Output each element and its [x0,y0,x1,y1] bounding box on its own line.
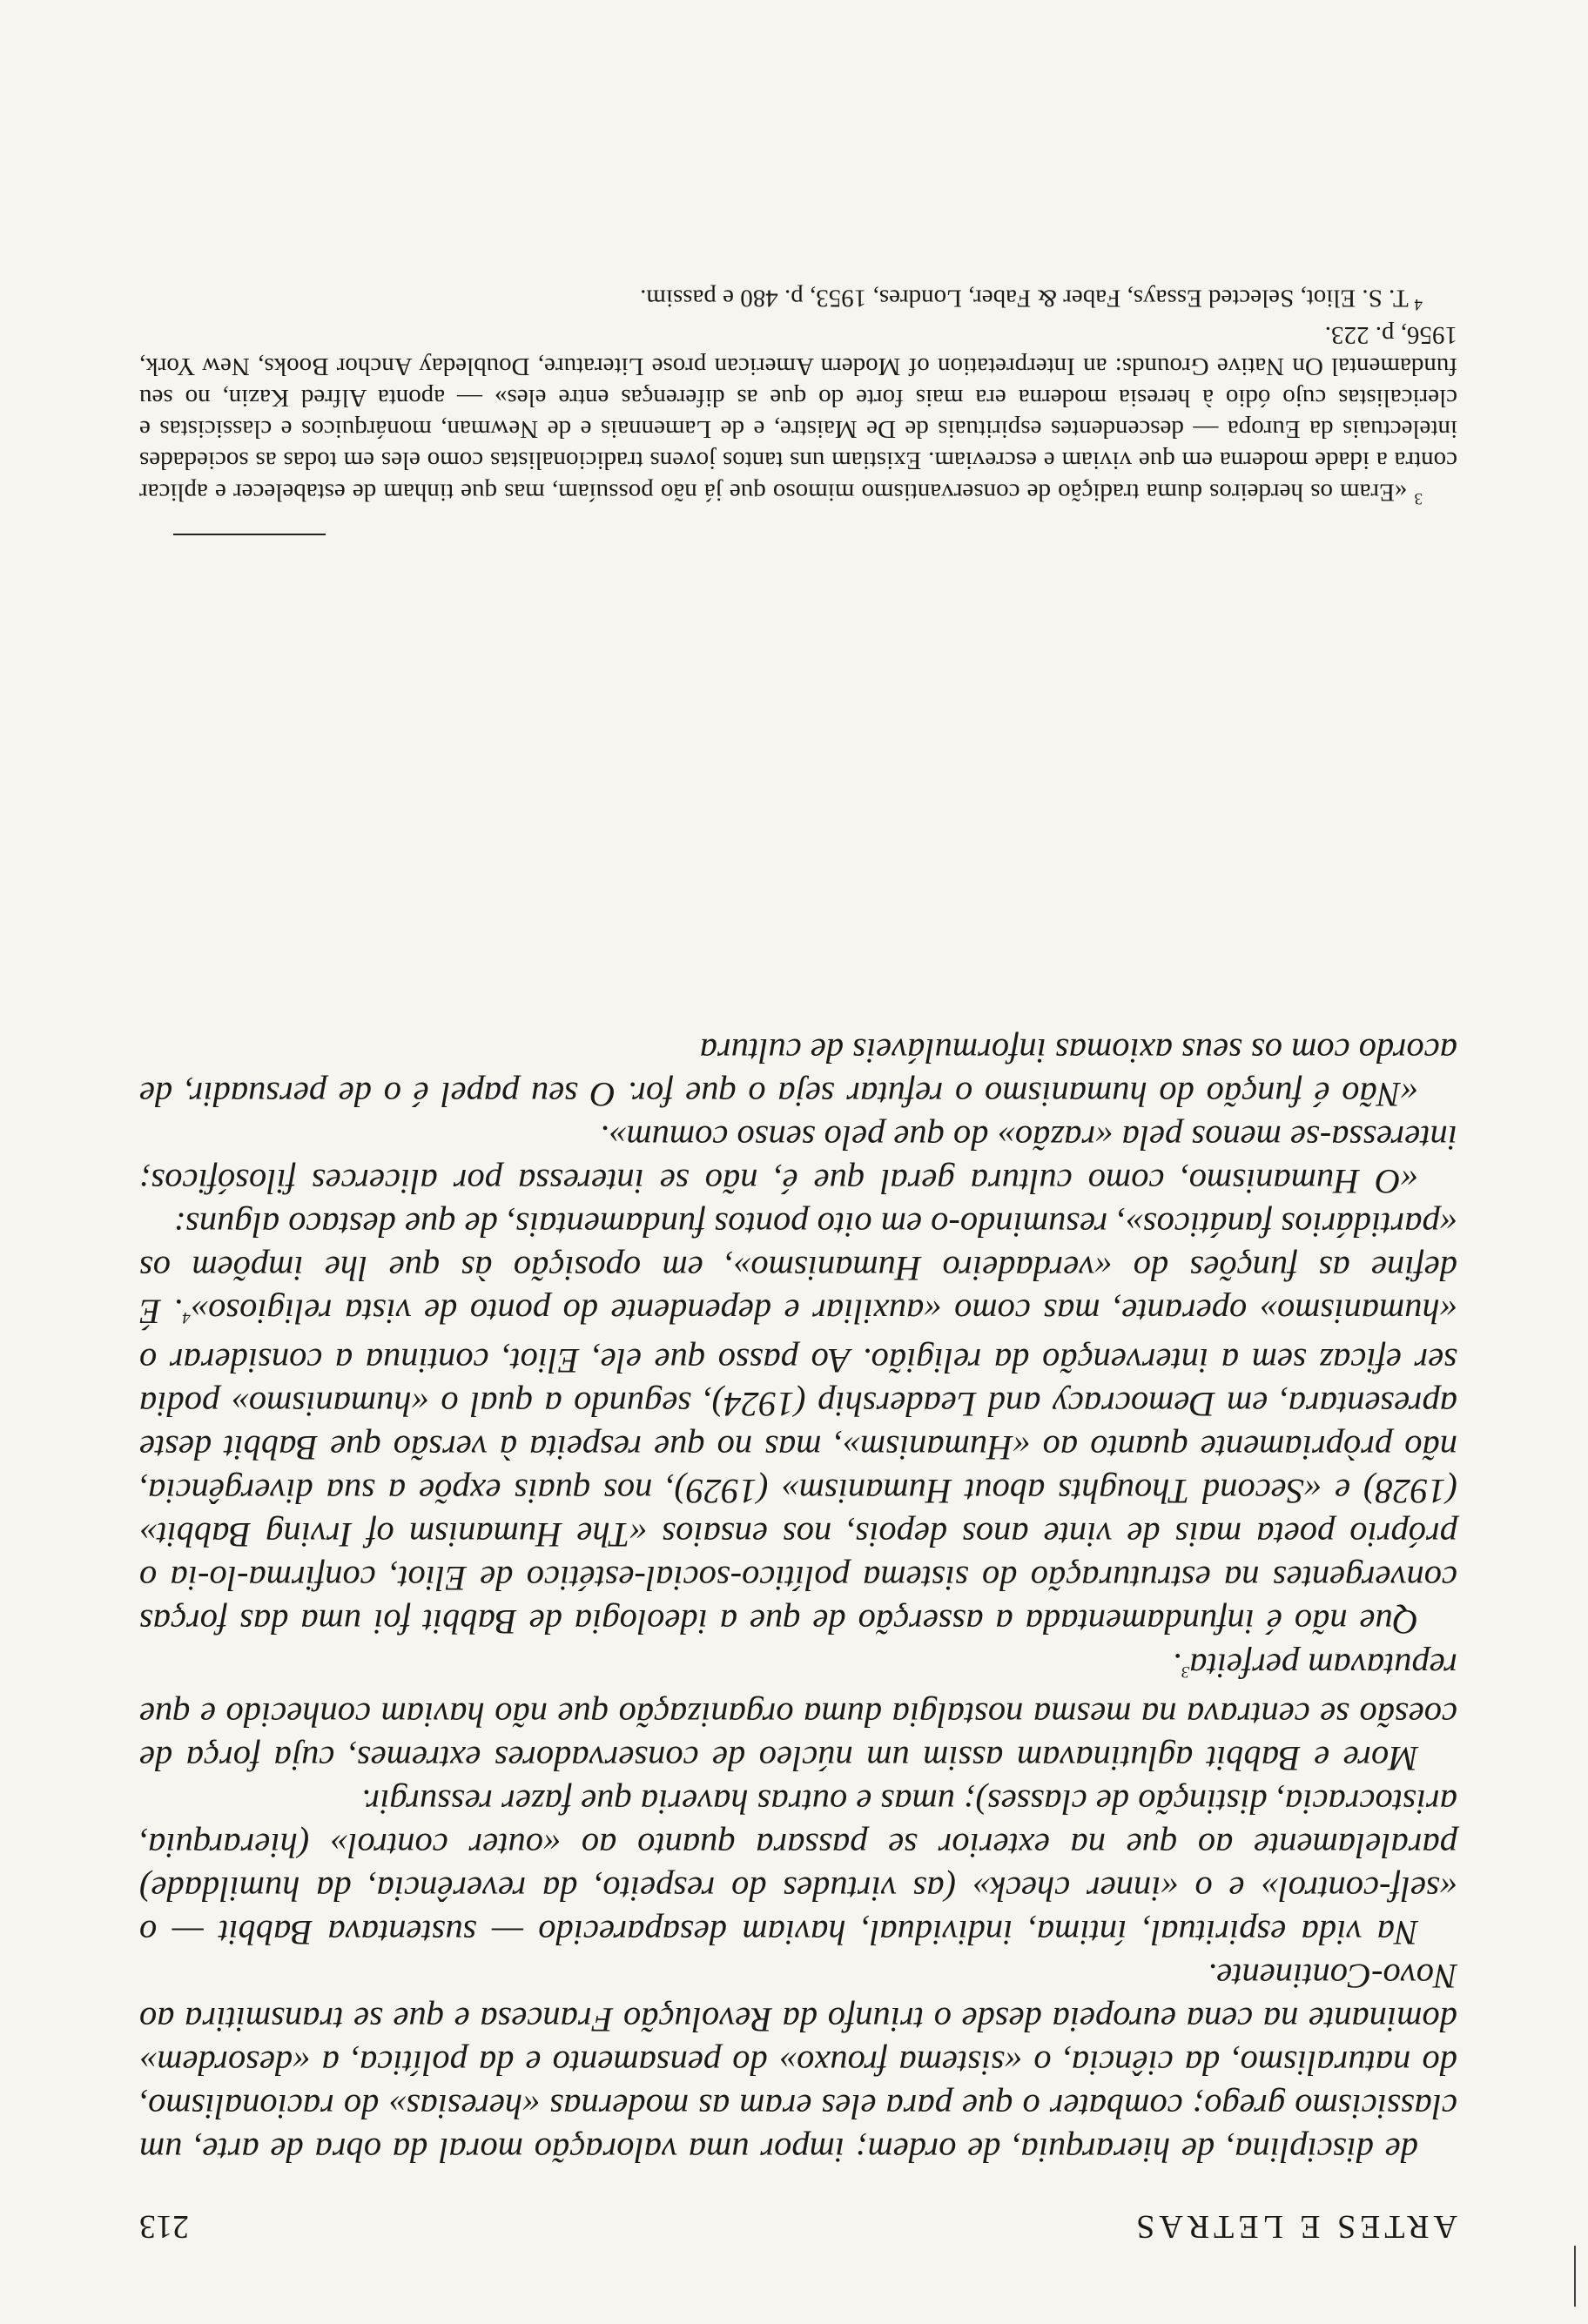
paragraph-text: More e Babbit aglutinavam assim um núcleo de conservadores extremes, cuja força de coesão se centrava na mesma nostalgia duma organização que não haviam conhecido e que reputavam perfeita [139,1646,1457,1778]
body-text [139,1029,1457,2172]
paragraph: de disciplina, de hierarquia, de ordem; impor uma valoração moral da obra de arte, um classicismo grego; combater o que para eles eram as modernas «heresias» do racionalismo, do naturalismo, da ciência, o «sistema frouxo» do pensamento e da política, a «desordem» dominante na cena europeia desde o triunfo da Revolução Francesa e que se transmitira ao Novo-Continente. [139,1957,1457,2170]
paragraph-text: . É define as funções do «verdadeiro Humanismo», em oposição às que lhe impõem os «partidários fanáticos», resumindo-o em oito pontos fundamentais, de que destaco alguns: [139,1206,1457,1332]
paragraph-text: . [1172,1646,1181,1686]
paragraph-text: Na vida espiritual, íntima, individual, haviam desaparecido — sustentava Babbit — o «self-control» e o «inner check» (as virtudes do respeito, da reverência, da humildade) paralelamente ao que na exterior se passara quanto ao «outer control» (hierarquia, aristocracia, distinção de classes); umas e outras haveria que fazer ressurgir. [139,1783,1457,1952]
page-number: 213 [139,2208,189,2245]
footnote-divider [173,534,326,535]
margin-mark [1574,2246,1576,2307]
quotation: «Não é função do humanismo o refutar seja o que for. O seu papel é o de persuadir, de acordo com os seus axiomas informuláveis de cultura [139,1031,1457,1114]
footnote-reference: 4 [182,1308,191,1327]
footnote [139,319,1457,514]
footnote [139,283,1457,320]
page-header [139,2207,1457,2246]
paragraph [139,1203,1457,1644]
paragraph [139,1780,1457,1954]
footnote-reference: 3 [1181,1662,1190,1681]
footnote-text: «Eram os herdeiros duma tradição de conservantismo mimoso que já não possuíam, mas que tinham de estabelecer e aplicar contra a idade moderna em que viviam e escreviam. Existiam uns tantos jovens tradicionalistas como eles em todas as sociedades intelectuais da Europa — descendentes espirituais de De Maistre, e de Lamennais e de Newman, monárquicos e classicistas e clericalistas cujo ódio à heresia moderna era mais forte do que as diferenças entre eles» — aponta Alfred Kazin, no seu fundamental On Native Grounds: an Interpretation of Modern American prose Literature, Doubleday Anchor Books, New York, 1956, p. 223. [139,321,1457,507]
footnote-mark: 3 [1414,489,1423,507]
footnote-text: T. S. Eliot, Selected Essays, Faber & Faber, Londres, 1953, p. 480 e passim. [640,284,1409,312]
running-head: ARTES E LETRAS [1132,2208,1457,2245]
footnotes [139,283,1457,514]
quotation: «O Humanismo, como cultura geral que é, não se interessa por alicerces filosóficos; interessa-se menos pela «razão» do que pelo senso comum». [139,1118,1457,1201]
paragraph-text: Que não é infundamentada a asserção de que a ideologia de Babbit foi uma das forças convergentes na estruturação do sistema político-social-estético de Eliot, confirma-lo-ia o próprio poeta mais de vinte anos depois, nos ensaios «The Humanism of Irving Babbit» (1928) e «Second Thoughts about Humanism» (1929), nos quais expõe a sua divergência, não pròpriamente quanto ao «Humanism», mas no que respeita à versão que Babbit deste apresentara, em Democracy and Leadership (1924), segundo a qual o «humanismo» podia ser eficaz sem a intervenção da religião. Ao passo que ele, Eliot, continua a considerar o «humanismo» operante, mas como «auxiliar e dependente do ponto de vista religioso» [139,1293,1457,1642]
paragraph [139,1644,1457,1781]
footnote-mark: 4 [1414,295,1423,314]
